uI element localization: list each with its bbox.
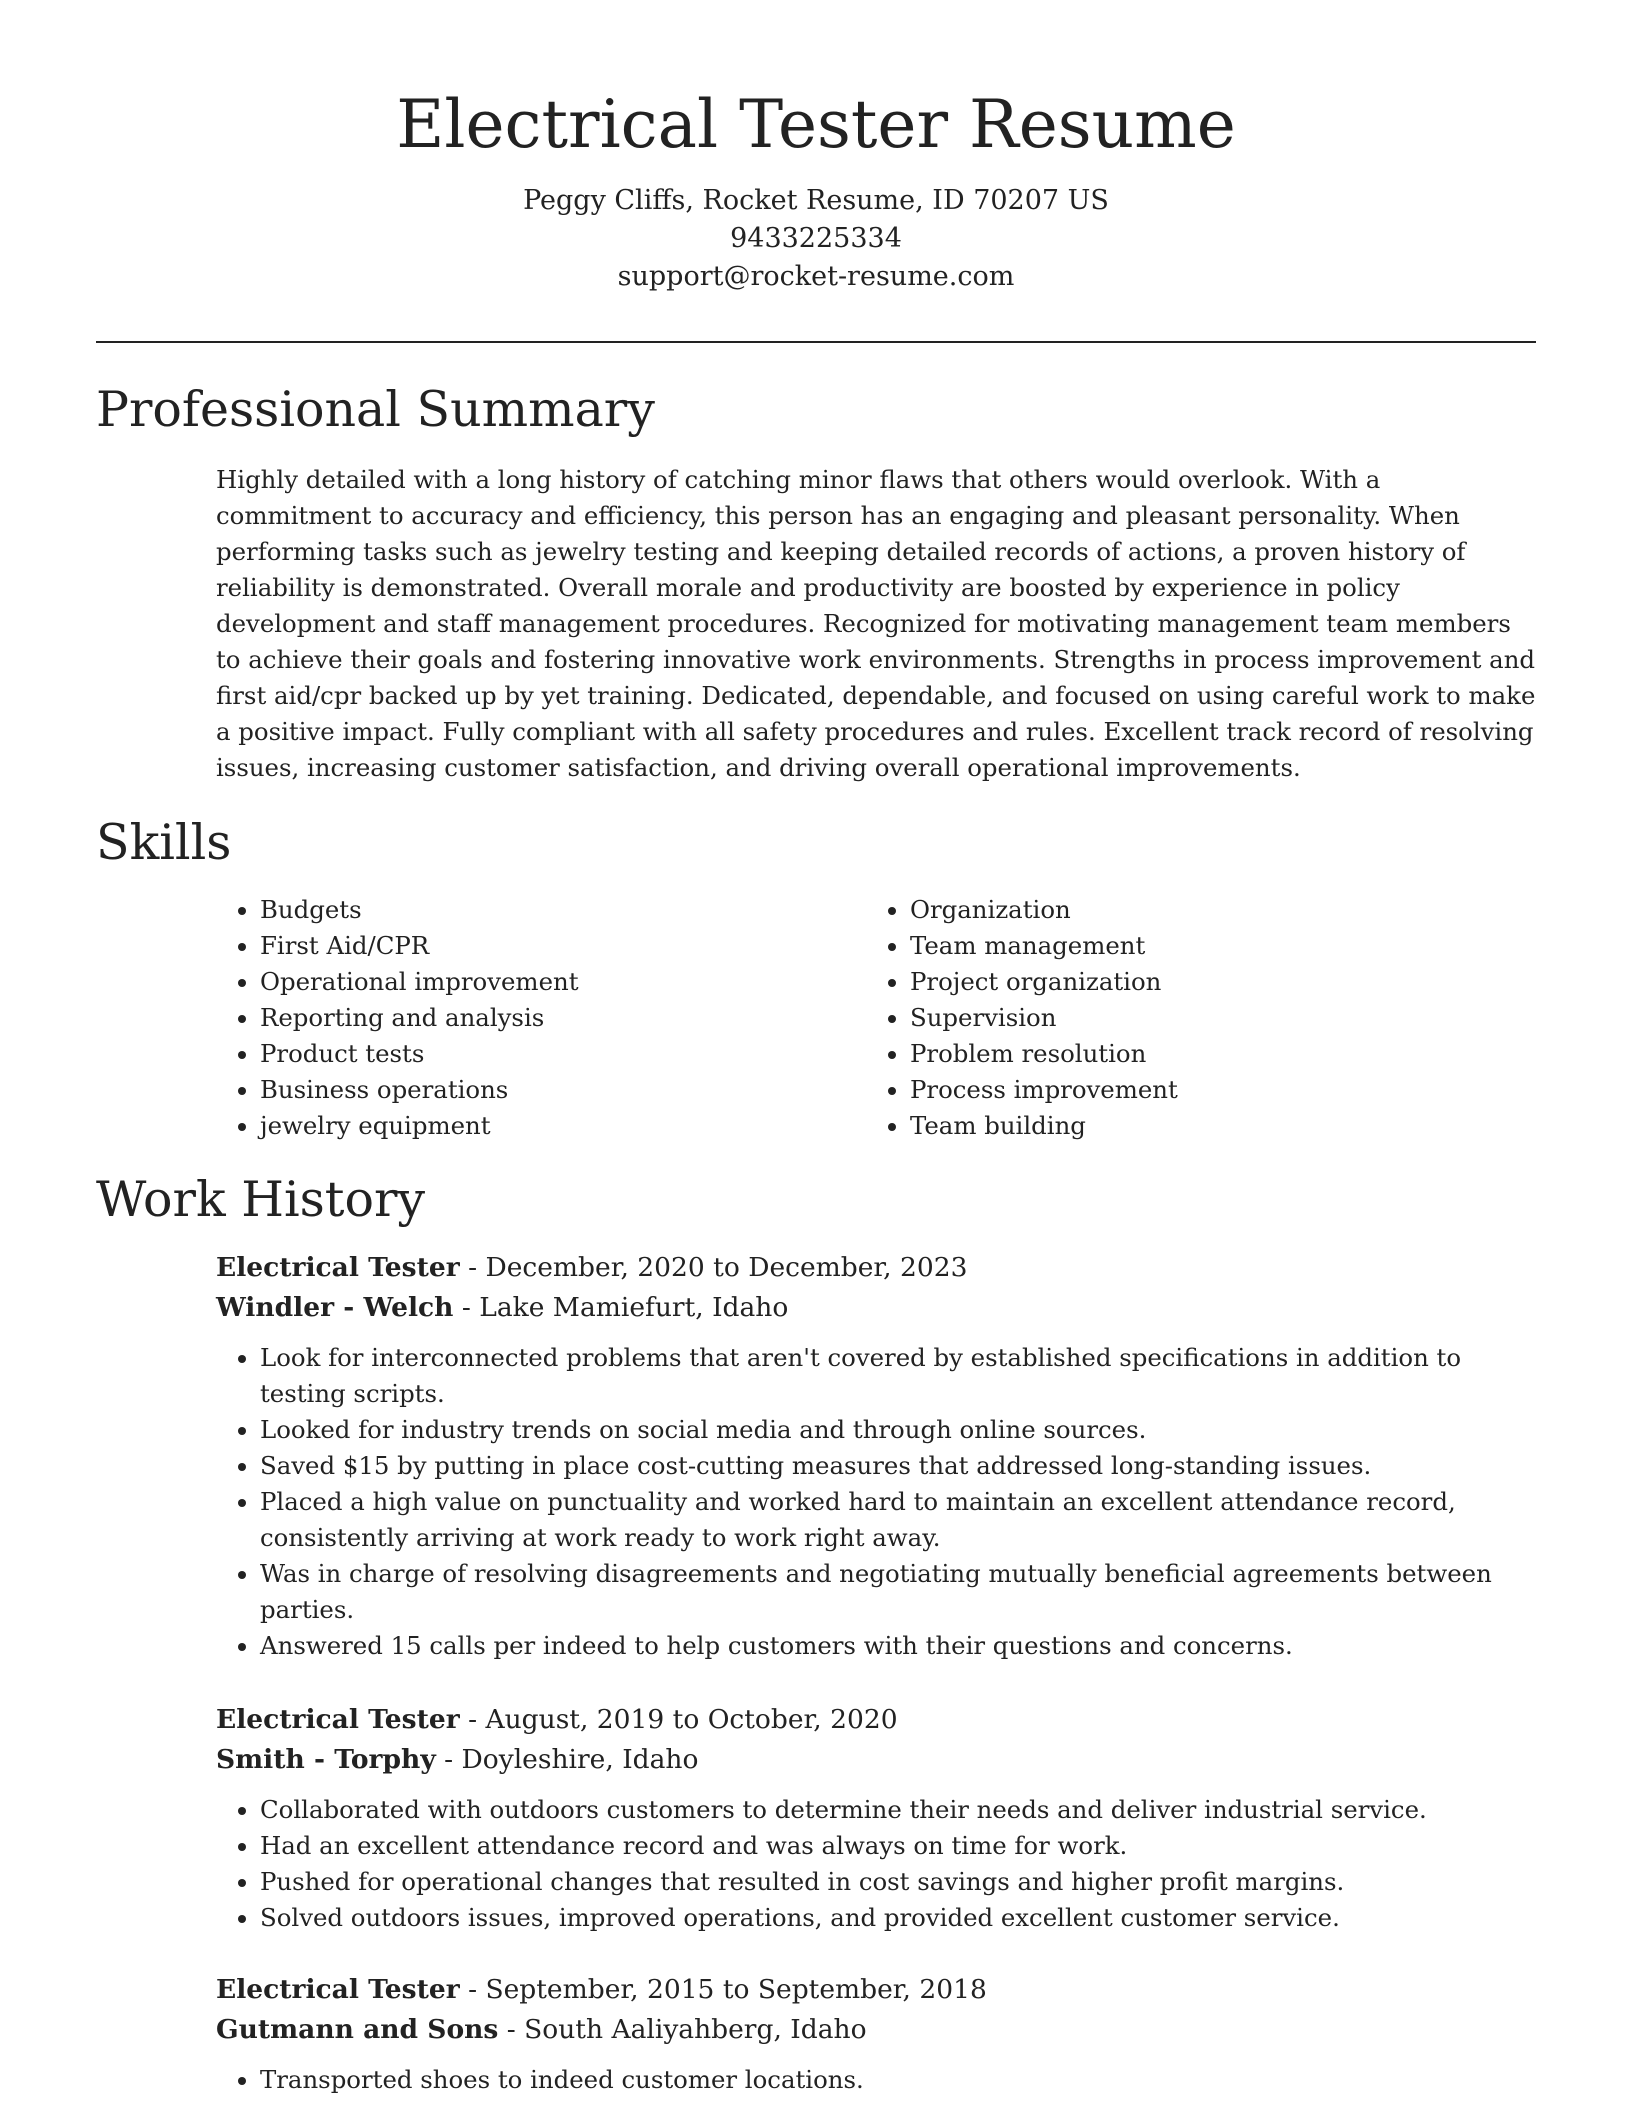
job-company: Smith - Torphy xyxy=(216,1744,436,1775)
job-bullet: • Saved $15 by putting in place cost-cutting measures that addressed long-standing issues. xyxy=(260,1448,1536,1484)
header-divider xyxy=(96,341,1536,343)
job-bullet: • Answered 15 calls per indeed to help customers with their questions and concerns. xyxy=(260,1628,1536,1664)
skill-item: • Product tests xyxy=(260,1036,866,1072)
summary-text: Highly detailed with a long history of catching minor flaws that others would overlook. With a commitment to accuracy and efficiency, this person has an engaging and pleasant personality. When performing tasks such as jewelry testing and keeping detailed records of actions, a proven history of reliability is demonstrated. Overall morale and productivity are boosted by experience in policy development and staff management procedures. Recognized for motivating management team members to achieve their goals and fostering innovative work environments. Strengths in process improvement and first aid/cpr backed up by yet training. Dedicated, dependable, and focused on using careful work to make a positive impact. Fully compliant with all safety procedures and rules. Excellent track record of resolving issues, increasing customer satisfaction, and driving overall operational improvements. xyxy=(216,465,1536,782)
skill-item: • Problem resolution xyxy=(910,1036,1516,1072)
job-title-line xyxy=(216,1970,1536,2010)
job-location: South Aaliyahberg, Idaho xyxy=(524,2014,867,2045)
work-history-heading: Work History xyxy=(96,1171,426,1228)
job-company: Windler - Welch xyxy=(216,1292,454,1323)
resume-title: Electrical Tester Resume xyxy=(396,86,1236,163)
skill-item: • Team management xyxy=(910,928,1516,964)
job-title: Electrical Tester xyxy=(216,1252,460,1283)
skill-item: • Supervision xyxy=(910,1000,1516,1036)
job-separator: - xyxy=(459,1974,486,2005)
job-title-line xyxy=(216,1700,1536,1740)
job-dates: September, 2015 to September, 2018 xyxy=(485,1974,987,2005)
contact-block xyxy=(96,182,1536,296)
job-bullet: • Had an excellent attendance record and was always on time for work. xyxy=(260,1828,1536,1864)
job-separator: - xyxy=(498,2014,525,2045)
skill-item: • Reporting and analysis xyxy=(260,1000,866,1036)
skills-column-left xyxy=(216,892,866,1144)
job-bullet: • Solved outdoors issues, improved operations, and provided excellent customer service. xyxy=(260,1900,1536,1936)
skills-list xyxy=(216,892,1536,1144)
skills-heading: Skills xyxy=(96,814,232,871)
skills-column-right xyxy=(866,892,1516,1144)
job-separator: - xyxy=(459,1704,486,1735)
job-company-line xyxy=(216,2010,1536,2050)
skill-item: • jewelry equipment xyxy=(260,1108,866,1144)
resume-header xyxy=(96,80,1536,296)
job-bullet: • Look for interconnected problems that aren't covered by established specifications in addition to testing scripts. xyxy=(260,1340,1536,1412)
summary-heading: Professional Summary xyxy=(96,381,655,438)
skill-item: • First Aid/CPR xyxy=(260,928,866,964)
skill-item: • Business operations xyxy=(260,1072,866,1108)
skill-item: • Operational improvement xyxy=(260,964,866,1000)
job-bullets xyxy=(216,1340,1536,1664)
skill-item: • Organization xyxy=(910,892,1516,928)
skill-item: • Budgets xyxy=(260,892,866,928)
skill-item: • Process improvement xyxy=(910,1072,1516,1108)
job-entry xyxy=(216,1700,1536,1936)
job-bullet: • Transported shoes to indeed customer locations. xyxy=(260,2062,1536,2098)
job-entry xyxy=(216,1970,1536,2098)
contact-address: Peggy Cliffs, Rocket Resume, ID 70207 US xyxy=(523,185,1109,216)
job-title: Electrical Tester xyxy=(216,1704,460,1735)
job-bullet: • Pushed for operational changes that resulted in cost savings and higher profit margins. xyxy=(260,1864,1536,1900)
job-entry xyxy=(216,1248,1536,1664)
job-title-line xyxy=(216,1248,1536,1288)
job-location: Lake Mamiefurt, Idaho xyxy=(479,1292,789,1323)
skill-item: • Team building xyxy=(910,1108,1516,1144)
job-bullet: • Was in charge of resolving disagreements and negotiating mutually beneficial agreements between parties. xyxy=(260,1556,1536,1628)
job-location: Doyleshire, Idaho xyxy=(461,1744,699,1775)
job-company-line xyxy=(216,1288,1536,1328)
job-bullet: • Placed a high value on punctuality and worked hard to maintain an excellent attendance record, consistently arriving at work ready to work right away. xyxy=(260,1484,1536,1556)
job-dates: August, 2019 to October, 2020 xyxy=(485,1704,898,1735)
job-bullets xyxy=(216,1792,1536,1936)
job-bullets xyxy=(216,2062,1536,2098)
job-dates: December, 2020 to December, 2023 xyxy=(485,1252,968,1283)
skill-item: • Project organization xyxy=(910,964,1516,1000)
job-separator: - xyxy=(459,1252,486,1283)
job-company: Gutmann and Sons xyxy=(216,2014,499,2045)
job-separator: - xyxy=(435,1744,462,1775)
job-bullet: • Looked for industry trends on social media and through online sources. xyxy=(260,1412,1536,1448)
job-title: Electrical Tester xyxy=(216,1974,460,2005)
contact-phone: 9433225334 xyxy=(730,223,902,254)
job-separator: - xyxy=(453,1292,480,1323)
job-company-line xyxy=(216,1740,1536,1780)
contact-email: support@rocket-resume.com xyxy=(617,261,1015,292)
job-bullet: • Collaborated with outdoors customers to determine their needs and deliver industrial service. xyxy=(260,1792,1536,1828)
